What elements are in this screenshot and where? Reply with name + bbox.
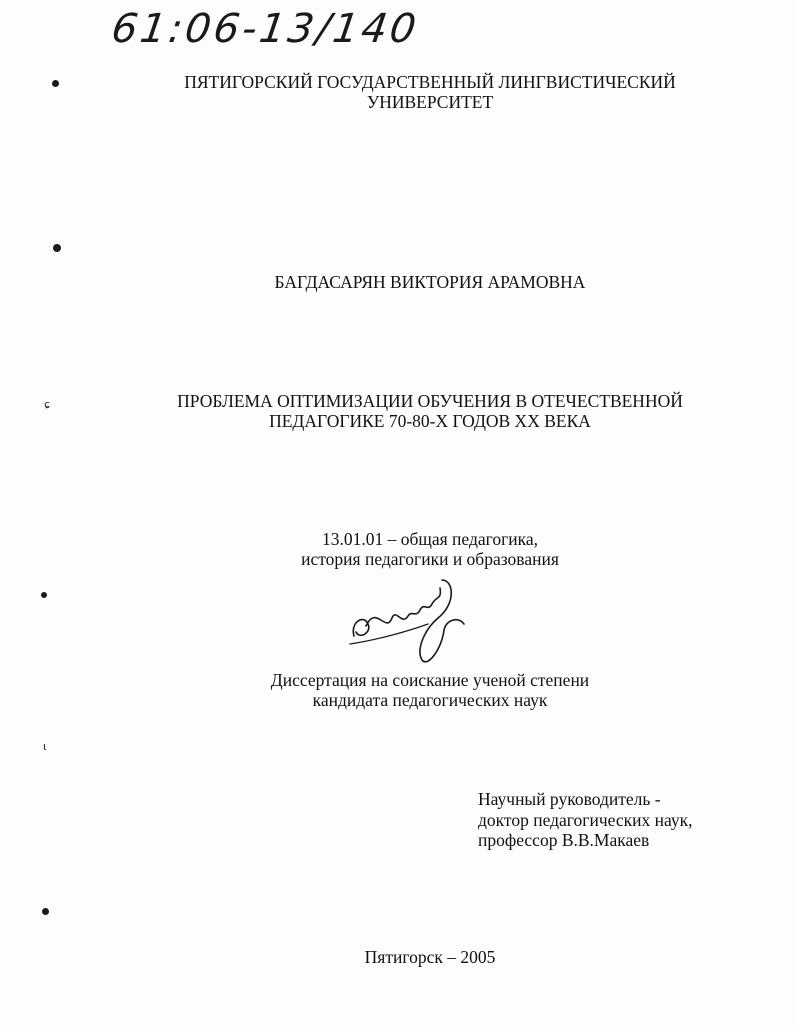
city-year bbox=[0, 947, 795, 967]
city-year-line: Пятигорск – 2005 bbox=[364, 947, 496, 967]
title-line-2: ПЕДАГОГИКЕ 70-80-Х ГОДОВ XX ВЕКА bbox=[269, 411, 591, 431]
university-name bbox=[0, 72, 795, 112]
margin-dot-2 bbox=[53, 244, 61, 252]
title-line-1: ПРОБЛЕМА ОПТИМИЗАЦИИ ОБУЧЕНИЯ В ОТЕЧЕСТВЕННОЙ bbox=[177, 391, 683, 411]
author-name bbox=[0, 272, 795, 292]
author-signature bbox=[346, 574, 476, 670]
author-line: БАГДАСАРЯН ВИКТОРИЯ АРАМОВНА bbox=[274, 272, 586, 292]
supervisor-line-2: доктор педагогических наук, bbox=[478, 809, 693, 830]
margin-mark-5: ɩ bbox=[43, 740, 47, 753]
supervisor-line-3: профессор В.В.Макаев bbox=[478, 830, 650, 850]
degree-line-1: Диссертация на соискание ученой степени bbox=[270, 670, 590, 690]
margin-dot-4 bbox=[41, 592, 47, 598]
handwritten-catalog-number: 61:06-13/140 bbox=[108, 6, 422, 52]
degree-line-2: кандидата педагогических наук bbox=[312, 690, 548, 710]
scientific-supervisor bbox=[478, 789, 692, 851]
specialty-line-1: 13.01.01 – общая педагогика, bbox=[321, 529, 539, 549]
university-line-1: ПЯТИГОРСКИЙ ГОСУДАРСТВЕННЫЙ ЛИНГВИСТИЧЕСКИЙ bbox=[184, 72, 676, 92]
supervisor-line-1: Научный руководитель - bbox=[478, 789, 661, 809]
specialty-line-2: история педагогики и образования bbox=[301, 549, 559, 569]
dissertation-title bbox=[0, 391, 795, 431]
specialty-code bbox=[0, 529, 795, 569]
university-line-2: УНИВЕРСИТЕТ bbox=[366, 92, 494, 112]
degree-statement bbox=[0, 670, 795, 710]
margin-dot-6 bbox=[42, 908, 49, 915]
margin-mark-3: ɕ bbox=[44, 398, 51, 411]
